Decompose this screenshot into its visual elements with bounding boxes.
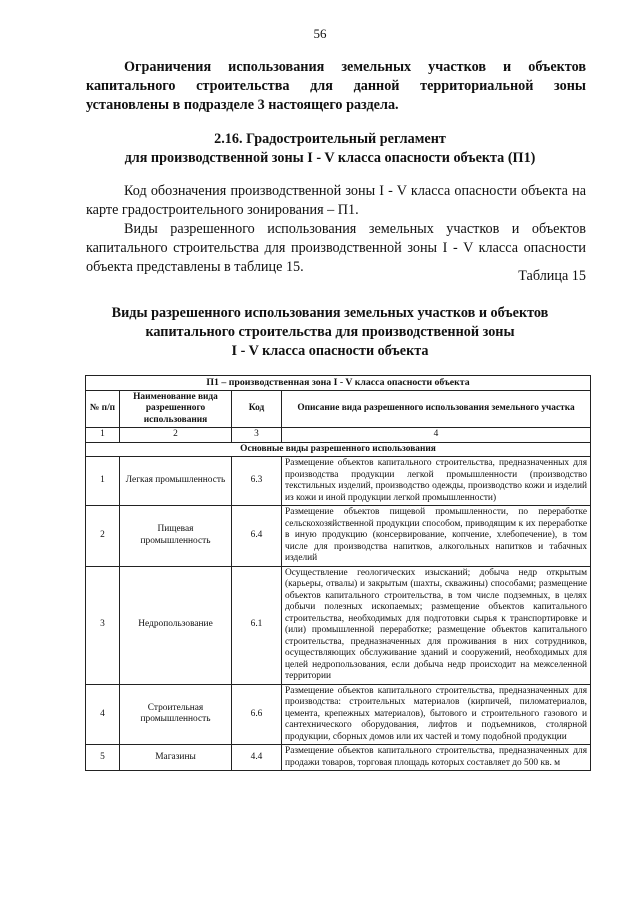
row-desc: Размещение объектов капитального строительства, предназначенных для производства: строительных материалов (кирпичей, пиломатериалов, цемента, крепежных материалов), бытового и строительного газового и сантехнического оборудования, лифтов и подъемников, столярной продукции, сборных домов или их частей и тому подобной продукции xyxy=(282,684,591,745)
col-number: 1 xyxy=(86,428,120,443)
table-row xyxy=(86,745,591,771)
col-number: 2 xyxy=(120,428,232,443)
row-name: Строительная промышленность xyxy=(120,684,232,745)
column-number-row xyxy=(86,428,591,443)
table-caption-line3: I - V класса опасности объекта xyxy=(231,343,429,359)
header-desc: Описание вида разрешенного использования земельного участка xyxy=(282,390,591,428)
table-row xyxy=(86,457,591,506)
table-row xyxy=(86,684,591,745)
row-desc: Размещение объектов капитального строительства, предназначенных для продажи товаров, торговая площадь которых составляет до 500 кв. м xyxy=(282,745,591,771)
table-header-row xyxy=(86,390,591,428)
row-num: 4 xyxy=(86,684,120,745)
row-code: 6.1 xyxy=(232,566,282,684)
col-number: 3 xyxy=(232,428,282,443)
section-title-line1: 2.16. Градостроительный регламент xyxy=(214,131,446,147)
table-caption xyxy=(60,304,600,361)
paragraph-allowed-uses: Виды разрешенного использования земельных участков и объектов капитального строительства для производственной зоны I - V класса опасности объекта представлены в таблице 15. xyxy=(86,221,586,275)
row-name: Магазины xyxy=(120,745,232,771)
section-title-line2: для производственной зоны I - V класса опасности объекта (П1) xyxy=(124,150,536,166)
table-caption-line1: Виды разрешенного использования земельных участков и объектов xyxy=(111,305,549,321)
header-code: Код xyxy=(232,390,282,428)
row-code: 6.3 xyxy=(232,457,282,506)
row-num: 1 xyxy=(86,457,120,506)
row-name: Недропользование xyxy=(120,566,232,684)
table-title-row xyxy=(86,376,591,391)
header-num: № п/п xyxy=(86,390,120,428)
regulation-table xyxy=(85,375,591,771)
table-row xyxy=(86,506,591,567)
table-title: П1 – производственная зона I - V класса опасности объекта xyxy=(86,376,591,391)
row-code: 6.6 xyxy=(232,684,282,745)
row-code: 6.4 xyxy=(232,506,282,567)
row-name: Легкая промышленность xyxy=(120,457,232,506)
row-num: 2 xyxy=(86,506,120,567)
section-row xyxy=(86,442,591,457)
col-number: 4 xyxy=(282,428,591,443)
paragraph-zone-code: Код обозначения производственной зоны I - V класса опасности объекта на карте градостроительного зонирования – П1. xyxy=(86,183,586,218)
row-num: 5 xyxy=(86,745,120,771)
table-caption-line2: капитального строительства для производственной зоны xyxy=(145,324,515,340)
row-code: 4.4 xyxy=(232,745,282,771)
row-desc: Размещение объектов пищевой промышленности, по переработке сельскохозяйственной продукции способом, приводящим к их переработке в иную продукцию (консервирование, копчение, хлебопечение), в том числе для производства напитков, алкогольных напитков и табачных изделий xyxy=(282,506,591,567)
row-desc: Осуществление геологических изысканий; добыча недр открытым (карьеры, отвалы) и закрытым (шахты, скважины) способами; размещение объектов капитального строительства, в том числе подземных, в целях добычи полезных ископаемых; размещение объектов капитального строительства, необходимых для подготовки сырья к транспортировке и (или) промышленной переработке; размещение объектов капитального строительства, предназначенных для проживания в них сотрудников, осуществляющих обслуживание зданий и сооружений, необходимых для целей недропользования, если добыча недр происходит на межселенной территории xyxy=(282,566,591,684)
table-row xyxy=(86,566,591,684)
section-heading: Основные виды разрешенного использования xyxy=(86,442,591,457)
row-name: Пищевая промышленность xyxy=(120,506,232,567)
section-title xyxy=(60,130,600,168)
intro-paragraph: Ограничения использования земельных участков и объектов капитального строительства для данной территориальной зоны установлены в подразделе 3 настоящего раздела. xyxy=(86,59,586,113)
row-desc: Размещение объектов капитального строительства, предназначенных для производства продукции легкой промышленности (производство текстильных изделий, производство одежды, производство кожи и изделий из кожи и иной продукции легкой промышленности) xyxy=(282,457,591,506)
header-name: Наименование вида разрешенного использования xyxy=(120,390,232,428)
page-number: 56 xyxy=(313,26,327,41)
row-num: 3 xyxy=(86,566,120,684)
table-label: Таблица 15 xyxy=(518,268,586,284)
